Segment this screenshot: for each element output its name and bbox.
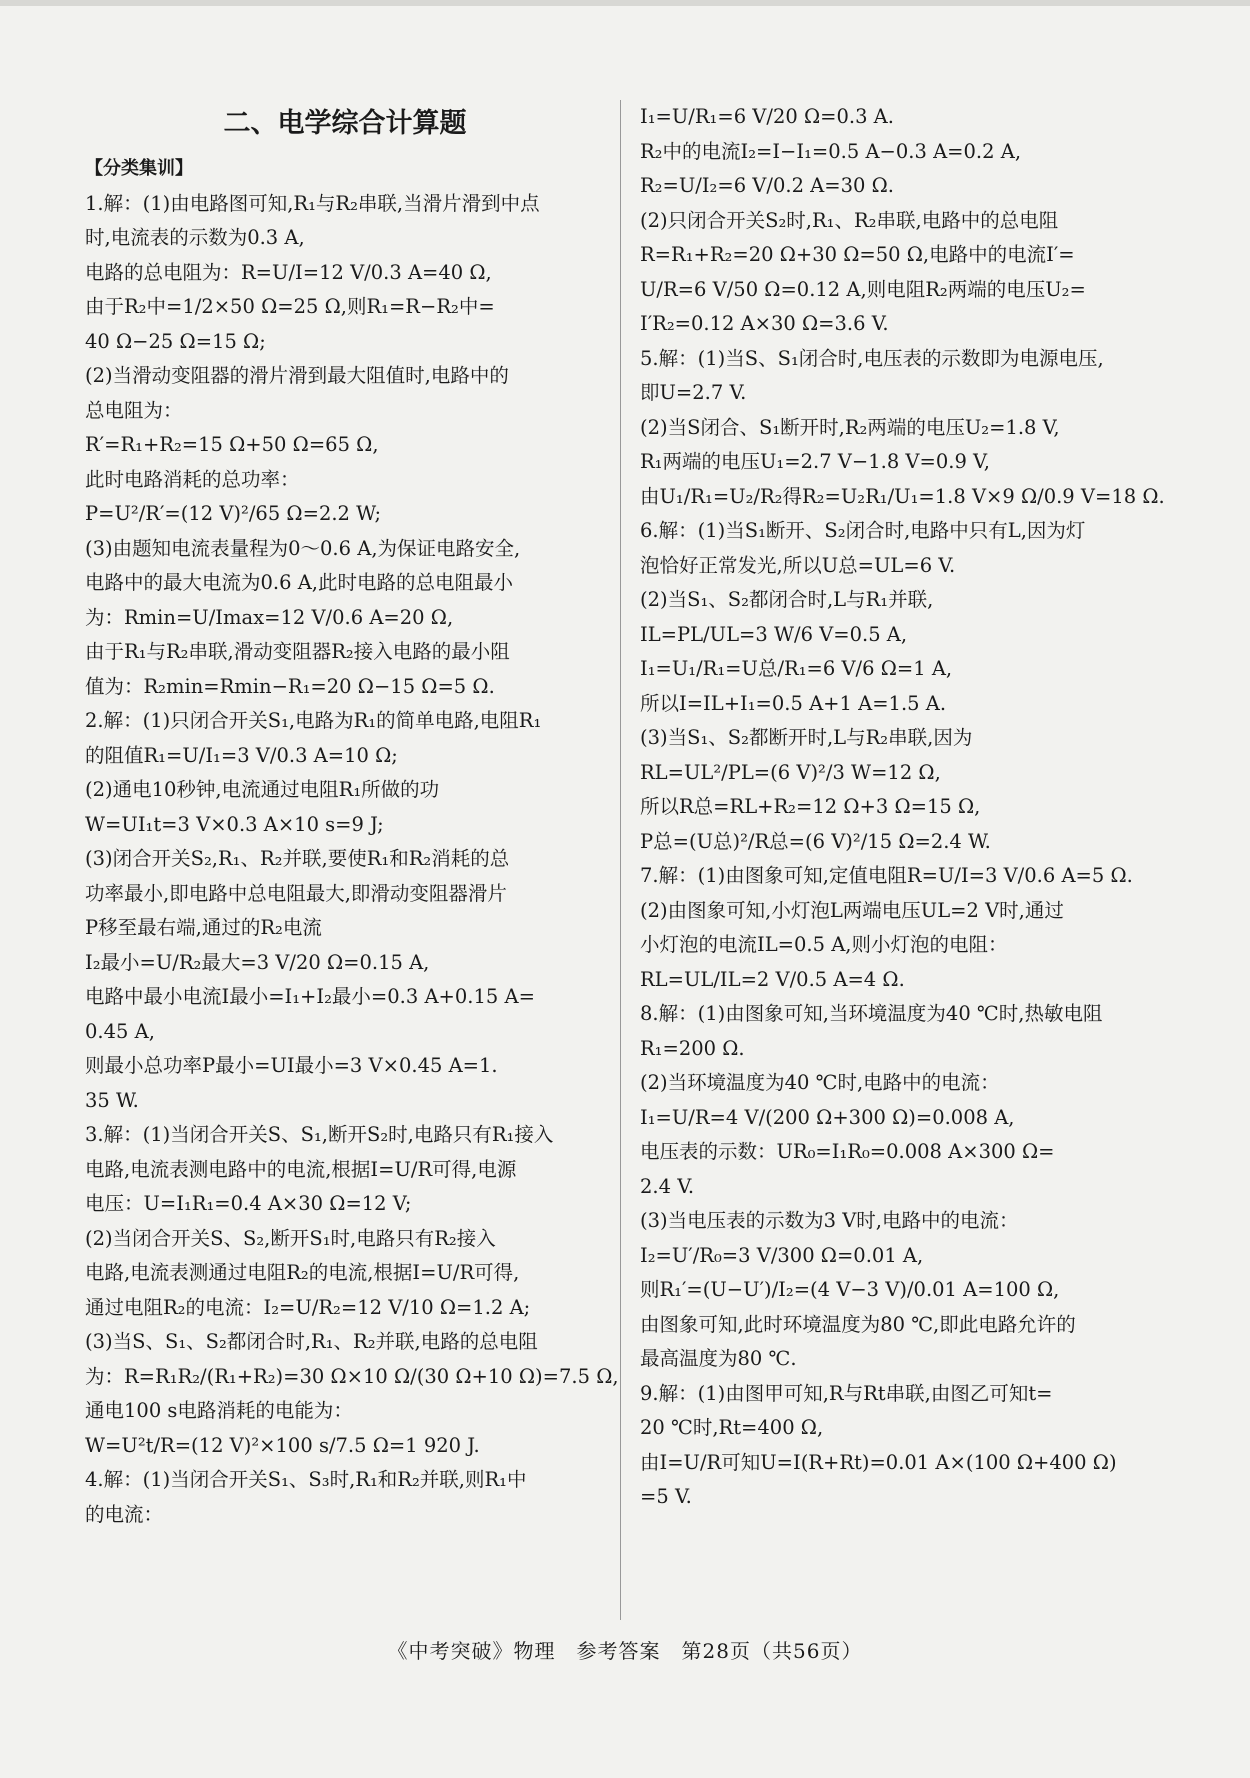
- answer-line: I₂最小=U/R₂最大=3 V/20 Ω=0.15 A,: [85, 950, 430, 974]
- answer-line: I₁=U/R=4 V/(200 Ω+300 Ω)=0.008 A,: [640, 1105, 1015, 1129]
- answer-line: 20 ℃时,Rt=400 Ω,: [640, 1416, 824, 1439]
- answer-line: 最高温度为80 ℃.: [640, 1347, 797, 1370]
- answer-line: (2)当闭合开关S、S₂,断开S₁时,电路只有R₂接入: [85, 1226, 496, 1250]
- answer-line: 通过电阻R₂的电流：I₂=U/R₂=12 V/10 Ω=1.2 A;: [85, 1295, 531, 1319]
- answer-line: 则最小总功率P最小=UI最小=3 V×0.45 A=1.: [85, 1054, 498, 1077]
- answer-line: 所以I=IL+I₁=0.5 A+1 A=1.5 A.: [640, 691, 947, 715]
- answer-line: 即U=2.7 V.: [640, 381, 747, 404]
- section-tag: 【分类集训】: [85, 158, 193, 179]
- answer-line: (3)当S₁、S₂都断开时,L与R₂串联,因为: [640, 726, 973, 749]
- answer-line: 1.解：(1)由电路图可知,R₁与R₂串联,当滑片滑到中点: [85, 191, 540, 215]
- answer-line: (2)只闭合开关S₂时,R₁、R₂串联,电路中的总电阻: [640, 208, 1059, 232]
- answer-line: I′R₂=0.12 A×30 Ω=3.6 V.: [640, 312, 889, 335]
- answer-line: (2)当滑动变阻器的滑片滑到最大阻值时,电路中的: [85, 364, 509, 387]
- answer-line: 7.解：(1)由图象可知,定值电阻R=U/I=3 V/0.6 A=5 Ω.: [640, 864, 1133, 887]
- answer-line: R₁=200 Ω.: [640, 1036, 745, 1060]
- answer-line: RL=UL/IL=2 V/0.5 A=4 Ω.: [640, 967, 905, 991]
- answer-line: P总=(U总)²/R总=(6 V)²/15 Ω=2.4 W.: [640, 829, 991, 853]
- left-lines: [85, 187, 619, 1533]
- answer-line: 2.解：(1)只闭合开关S₁,电路为R₁的简单电路,电阻R₁: [85, 709, 542, 732]
- answer-line: (2)当S闭合、S₁断开时,R₂两端的电压U₂=1.8 V,: [640, 415, 1060, 439]
- answer-line: 9.解：(1)由图甲可知,R与Rt串联,由图乙可知t=: [640, 1381, 1053, 1405]
- answer-line: P=U²/R′=(12 V)²/65 Ω=2.2 W;: [85, 502, 382, 525]
- answer-line: 3.解：(1)当闭合开关S、S₁,断开S₂时,电路只有R₁接入: [85, 1123, 554, 1146]
- answer-line: 6.解：(1)当S₁断开、S₂闭合时,电路中只有L,因为灯: [640, 519, 1086, 542]
- answer-line: 5.解：(1)当S、S₁闭合时,电压表的示数即为电源电压,: [640, 346, 1104, 370]
- answer-line: (3)闭合开关S₂,R₁、R₂并联,要使R₁和R₂消耗的总: [85, 847, 510, 870]
- answer-line: 电压表的示数：UR₀=I₁R₀=0.008 A×300 Ω=: [640, 1140, 1055, 1163]
- answer-line: 的电流：: [85, 1502, 164, 1526]
- answer-line: 8.解：(1)由图象可知,当环境温度为40 ℃时,热敏电阻: [640, 1002, 1103, 1025]
- answer-line: 35 W.: [85, 1088, 139, 1112]
- answer-line: 4.解：(1)当闭合开关S₁、S₃时,R₁和R₂并联,则R₁中: [85, 1468, 527, 1491]
- answer-line: W=U²t/R=(12 V)²×100 s/7.5 Ω=1 920 J.: [85, 1433, 480, 1457]
- answer-line: 由U₁/R₁=U₂/R₂得R₂=U₂R₁/U₁=1.8 V×9 Ω/0.9 V=18 Ω.: [640, 484, 1165, 508]
- answer-line: 此时电路消耗的总功率：: [85, 467, 300, 491]
- answer-line: R=R₁+R₂=20 Ω+30 Ω=50 Ω,电路中的电流I′=: [640, 243, 1075, 266]
- answer-line: 0.45 A,: [85, 1019, 155, 1043]
- answer-line: (3)当S、S₁、S₂都闭合时,R₁、R₂并联,电路的总电阻: [85, 1330, 538, 1353]
- answer-line: 由图象可知,此时环境温度为80 ℃,即此电路允许的: [640, 1312, 1076, 1336]
- answer-line: 电压：U=I₁R₁=0.4 A×30 Ω=12 V;: [85, 1192, 412, 1215]
- answer-line: 的阻值R₁=U/I₁=3 V/0.3 A=10 Ω;: [85, 743, 398, 767]
- answer-line: R₂=U/I₂=6 V/0.2 A=30 Ω.: [640, 174, 894, 197]
- answer-line: W=UI₁t=3 V×0.3 A×10 s=9 J;: [85, 812, 384, 836]
- answer-line: 所以R总=RL+R₂=12 Ω+3 Ω=15 Ω,: [640, 795, 981, 818]
- top-edge: [0, 0, 1250, 6]
- answer-line: (2)通电10秒钟,电流通过电阻R₁所做的功: [85, 778, 440, 801]
- answer-line: 电路,电流表测通过电阻R₂的电流,根据I=U/R可得,: [85, 1261, 520, 1284]
- answer-line: (3)当电压表的示数为3 V时,电路中的电流：: [640, 1209, 1019, 1232]
- answer-line: R₂中的电流I₂=I−I₁=0.5 A−0.3 A=0.2 A,: [640, 139, 1022, 163]
- left-column: [85, 100, 619, 1532]
- answer-line: =5 V.: [640, 1485, 692, 1508]
- answer-line: P移至最右端,通过的R₂电流: [85, 916, 322, 939]
- answer-line: 电路中的最大电流为0.6 A,此时电路的总电阻最小: [85, 571, 513, 594]
- answer-line: 通电100 s电路消耗的电能为：: [85, 1399, 353, 1422]
- right-lines: [640, 100, 1165, 1515]
- answer-line: 为：R=R₁R₂/(R₁+R₂)=30 Ω×10 Ω/(30 Ω+10 Ω)=7.5 Ω,: [85, 1364, 619, 1388]
- answer-line: 功率最小,即电路中总电阻最大,即滑动变阻器滑片: [85, 881, 507, 905]
- answer-line: 2.4 V.: [640, 1174, 695, 1198]
- answer-line: I₂=U′/R₀=3 V/300 Ω=0.01 A,: [640, 1243, 924, 1267]
- answer-line: 电路的总电阻为：R=U/I=12 V/0.3 A=40 Ω,: [85, 260, 492, 284]
- answer-line: (2)由图象可知,小灯泡L两端电压UL=2 V时,通过: [640, 898, 1064, 922]
- answer-line: I₁=U₁/R₁=U总/R₁=6 V/6 Ω=1 A,: [640, 657, 953, 680]
- answer-line: (3)由题知电流表量程为0～0.6 A,为保证电路安全,: [85, 536, 521, 560]
- answer-line: 电路中最小电流I最小=I₁+I₂最小=0.3 A+0.15 A=: [85, 985, 535, 1008]
- section-title: 二、电学综合计算题: [223, 108, 467, 139]
- answer-line: (2)当环境温度为40 ℃时,电路中的电流：: [640, 1071, 1000, 1094]
- answer-line: 小灯泡的电流IL=0.5 A,则小灯泡的电阻：: [640, 933, 1008, 956]
- column-divider: [620, 100, 621, 1620]
- answer-line: 值为：R₂min=Rmin−R₁=20 Ω−15 Ω=5 Ω.: [85, 674, 495, 698]
- answer-line: 泡恰好正常发光,所以U总=UL=6 V.: [640, 553, 956, 577]
- answer-line: R₁两端的电压U₁=2.7 V−1.8 V=0.9 V,: [640, 450, 990, 473]
- answer-line: 则R₁′=(U−U′)/I₂=(4 V−3 V)/0.01 A=100 Ω,: [640, 1278, 1060, 1301]
- right-column: [640, 100, 1165, 1515]
- answer-line: 电路,电流表测电路中的电流,根据I=U/R可得,电源: [85, 1157, 517, 1181]
- answer-line: RL=UL²/PL=(6 V)²/3 W=12 Ω,: [640, 760, 941, 784]
- answer-line: R′=R₁+R₂=15 Ω+50 Ω=65 Ω,: [85, 433, 379, 456]
- answer-line: 由于R₁与R₂串联,滑动变阻器R₂接入电路的最小阻: [85, 640, 510, 663]
- answer-line: 为：Rmin=U/Imax=12 V/0.6 A=20 Ω,: [85, 605, 454, 629]
- answer-line: 40 Ω−25 Ω=15 Ω;: [85, 329, 266, 353]
- page-footer: 《中考突破》物理 参考答案 第28页（共56页）: [387, 1639, 863, 1663]
- answer-line: (2)当S₁、S₂都闭合时,L与R₁并联,: [640, 588, 934, 611]
- answer-line: 时,电流表的示数为0.3 A,: [85, 226, 305, 249]
- answer-line: I₁=U/R₁=6 V/20 Ω=0.3 A.: [640, 105, 894, 128]
- answer-line: 由于R₂中=1/2×50 Ω=25 Ω,则R₁=R−R₂中=: [85, 295, 495, 318]
- answer-line: U/R=6 V/50 Ω=0.12 A,则电阻R₂两端的电压U₂=: [640, 277, 1086, 301]
- answer-line: IL=PL/UL=3 W/6 V=0.5 A,: [640, 622, 908, 646]
- answer-line: 总电阻为：: [85, 398, 183, 422]
- answer-line: 由I=U/R可知U=I(R+Rt)=0.01 A×(100 Ω+400 Ω): [640, 1450, 1117, 1474]
